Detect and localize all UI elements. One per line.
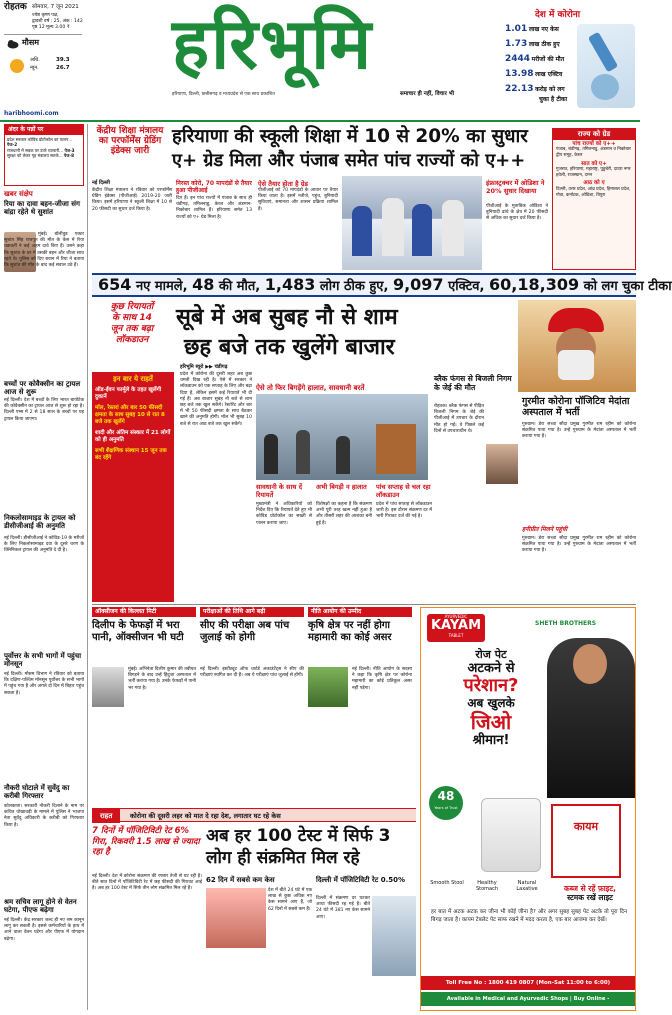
ad-copy: रोज पेट अटकने से परेशान? अब खुलके जिओ श्रीमान! bbox=[463, 648, 519, 748]
slogan: समाचार ही नहीं, विचार भी bbox=[400, 91, 455, 97]
index-item[interactable]: राजधानी में सड़क पर उतरे व्यापारी... पेज-3 bbox=[7, 147, 75, 153]
news-brief-title: खबर संक्षेप bbox=[4, 190, 33, 198]
story-tag: परीक्षाओं की तिथि आगे बढ़ी bbox=[200, 607, 304, 617]
story-tag: ऑक्सीजन की किल्लत मिटी bbox=[92, 607, 196, 617]
ad-tagline: कब्ज से रहें फ़ाइट, स्टमक रखें लाइट bbox=[563, 884, 616, 902]
vaccine-illustration bbox=[577, 24, 635, 108]
side-story-headline: इंफ्रास्ट्रक्चर में ओडिशा ने 20% सुधार दिखाया bbox=[486, 179, 545, 195]
mid-story bbox=[308, 607, 412, 807]
brief-headline: निकलोसामाइड के ट्रायल को डीसीजीआई की अनुमति bbox=[4, 514, 76, 530]
sub-story-body: विशेषज्ञों का कहना है कि संक्रमण अभी पूरी तरह खत्म नहीं हुआ है और तीसरी लहर की आशंका बनी हुई है। bbox=[316, 502, 372, 526]
lockdown-body: प्रदेश में कोरोना की दूसरी लहर अब कुछ थमती दिख रही है। ऐसे में सरकार ने लॉकडाउन को एक सप्ताह के लिए और बढ़ा दिया है, लेकिन इसमें कई रियायतें भी दी गई हैं। अब बाजार सुबह नौ बजे से शाम छह बजे तक खुल सकेंगे। रेस्टोरेंट और बार में भी 50 फीसदी क्षमता के साथ बैठकर खाने की अनुमति होगी। मॉल भी सुबह 10 बजे से रात आठ बजे तक खुल सकेंगे। bbox=[180, 372, 252, 427]
rahat-strip bbox=[92, 808, 416, 822]
sub-story-head: अभी बिगड़ी न हालात bbox=[316, 483, 367, 491]
ram-rahim-sub: हनीप्रीत मिलने पहुंची bbox=[522, 526, 568, 533]
top-story-subhead: निरस्त कोरो, 70 मापदंडों से तैयार हुआ पीजीआई bbox=[176, 180, 252, 194]
grade-label: आठ को ए bbox=[583, 180, 605, 187]
lab-photo bbox=[372, 896, 416, 976]
index-box bbox=[4, 124, 84, 186]
brief-headline: पूर्वोत्तर के सभी भागों में पहुंचा मॉनसून bbox=[4, 652, 82, 668]
sub-story-head: सावधानी के साथ दें रियायतें bbox=[256, 483, 303, 499]
grade-label: सात को ए+ bbox=[581, 160, 607, 167]
column-divider bbox=[87, 124, 88, 1010]
weather-icon bbox=[7, 39, 19, 49]
product-pack: कायम bbox=[551, 804, 621, 878]
sub-story-body: प्रदेश में पांच सप्ताह से लॉकडाउन जारी है। इस दौरान संक्रमण दर में भारी गिरावट दर्ज की गई है। bbox=[376, 502, 432, 520]
state-grade-title: राज्य को ग्रेड bbox=[553, 129, 635, 140]
corona-box-title: देश में कोरोना bbox=[535, 10, 581, 20]
logo: हरिभूमि bbox=[172, 2, 374, 85]
bottom-kicker: 7 दिनों में पॉजिटिविटी रेट 6% गिरा, रिकवरी 1.5 लाख से ज्यादा रहा है bbox=[92, 826, 200, 857]
dateline: नई दिल्ली bbox=[92, 180, 110, 186]
ad-logo: AYURVEDIC KAYAM TABLET bbox=[427, 614, 485, 642]
je-photo bbox=[486, 444, 518, 484]
mid-story bbox=[92, 607, 196, 807]
top-story-body: दिए हैं। इन पांच राज्यों में पंजाब के साथ ही चंडीगढ़, तमिलनाडु, केरल और अंडमान-निकोबार शामिल हैं। हरियाणा समेत 13 राज्यों को ए+ ग्रेड मिला है। bbox=[176, 196, 252, 220]
grade-list: गुजरात, हरियाणा, महाराष्ट्र, पुडुचेरी, दादरा नगर हवेली, राजस्थान, दमन bbox=[556, 167, 631, 178]
product-jar bbox=[481, 798, 541, 872]
index-box-title: अंदर के पन्नों पर bbox=[5, 125, 83, 135]
sub-story-body: मुख्यमंत्री ने अधिकारियों को निर्देश दिए कि रियायतें देते हुए भी कोविड प्रोटोकॉल का सख्ती से पालन कराया जाए। bbox=[256, 502, 312, 526]
dilip-photo bbox=[92, 667, 124, 707]
bottom-headline: अब हर 100 टेस्ट में सिर्फ 3 bbox=[206, 826, 391, 846]
black-fungus-head: ब्लैक फंगस से बिजली निगम के जेई की मौत bbox=[434, 374, 512, 392]
top-story bbox=[92, 124, 548, 270]
mid-story bbox=[200, 607, 304, 807]
photo-caption-body: पीजीआई को 70 मापदंडों के आधार पर तैयार किया जाता है। इसमें नतीजे, पहुंच, बुनियादी सुविधाएं, समानता और शासन प्रक्रिया शामिल हैं। bbox=[258, 188, 338, 212]
bottom-body: नई दिल्ली। देश में कोरोना संक्रमण की रफ्तार तेजी से घट रही है। बीते सात दिनों में पॉजिटिविटी रेट में छह फीसदी की गिरावट आई है। अब हर 100 टेस्ट में सिर्फ तीन लोग संक्रमित मिल रहे हैं। bbox=[92, 874, 202, 892]
top-story-subheadline: ए+ ग्रेड मिला और पंजाब समेत पांच राज्यों को ए++ bbox=[172, 150, 526, 171]
edition-info: ज्येष्ठ कृष्ण पक्ष, द्वादशी वर्ष : 25, अंक : 142 पृष्ठ 12 मूल्य 3.00 ₹ bbox=[32, 13, 83, 30]
index-item[interactable]: सुरक्षा को लेकर गृह मंत्रालय सतर्क... पेज-8 bbox=[7, 153, 75, 159]
grade-list: पंजाब, चंडीगढ़, तमिलनाडु, अंडमान व निकोबार द्वीप समूह, केरल bbox=[556, 147, 631, 158]
relief-item: सभी शैक्षणिक संस्थान 15 जून तक बंद रहेंगे bbox=[95, 447, 167, 461]
state-grade-box bbox=[552, 128, 636, 270]
lockdown-headline-2: छह बजे तक खुलेंगे बाजार bbox=[184, 335, 395, 360]
trust-badge: 48 Years of Trust bbox=[429, 786, 463, 820]
story-body: नई दिल्ली। नीति आयोग के सदस्य ने कहा कि कृषि क्षेत्र पर कोरोना महामारी का कोई प्रतिकूल असर नहीं पड़ेगा। bbox=[352, 667, 412, 691]
section-rule bbox=[92, 604, 636, 605]
bureau-line: हरिभूमि ब्यूरो ▶▶ चंडीगढ़ bbox=[180, 364, 228, 370]
masthead-rule bbox=[0, 120, 640, 122]
brief-body: नई दिल्ली। मौसम विभाग ने रविवार को बताया कि दक्षिण-पश्चिम मॉनसून पूर्वोत्तर के सभी भागों में पहुंच गया है और अगले दो दिन में बिहार पहुंच सकता है। bbox=[4, 672, 84, 696]
black-fungus-body: रोहतक। ब्लैक फंगस से पीड़ित बिजली निगम के जेई की पीजीआई में उपचार के दौरान मौत हो गई। वे पिछले कई दिनों से उपचाराधीन थे। bbox=[434, 404, 484, 434]
story-headline: दिलीप के फेफड़ों में भरा पानी, ऑक्सीजन भी घटी bbox=[92, 619, 184, 643]
story-headline: कृषि क्षेत्र पर नहीं होगा महामारी का कोई असर bbox=[308, 619, 392, 643]
baba-photo bbox=[518, 300, 636, 392]
corona-stats: 1.01 लाख नए केस 1.73 लाख ठीक हुए 2444 मरीजों की मौत 13.98 लाख एक्टिव 22.13 करोड़ को लग चुका है टीका bbox=[505, 24, 568, 103]
grade-label: पांच राज्यों को ए++ bbox=[572, 140, 616, 147]
kayam-ad[interactable] bbox=[420, 607, 636, 1011]
relief-item: ऑड-ईवन फार्मूले के तहत खुलेंगी दुकानें bbox=[95, 386, 162, 400]
corona-box bbox=[505, 10, 636, 110]
story-body: मुंबई। अभिनेता दिलीप कुमार की तबीयत बिगड़ने के बाद उन्हें हिंदुजा अस्पताल में भर्ती कराया गया है। उनके फेफड़ों में पानी भर गया है। bbox=[128, 667, 196, 691]
rahat-text: कोरोना की दूसरी लहर को मात दे रहा देश, लगातार घट रहे केस bbox=[129, 812, 281, 820]
story-headline: सीए की परीक्षा अब पांच जुलाई को होगी bbox=[200, 619, 290, 643]
brief-body: नई दिल्ली। केंद्र सरकार जल्द ही नए श्रम कानून लागू कर सकती है। इससे कर्मचारियों के हाथ में आने वाला वेतन घटेगा और पीएफ में योगदान बढ़ेगा। bbox=[4, 918, 84, 942]
brief-headline: श्रम सचिव लागू होने से वेतन घटेगा, पीएफ बढ़ेगा bbox=[4, 898, 77, 914]
rahat-label: राहत bbox=[92, 809, 120, 823]
story-tag: नीति आयोग की उम्मीद bbox=[308, 607, 412, 617]
relief-item: मॉल, रेस्तरां और बार 50 फीसदी क्षमता के साथ सुबह 10 से रात 8 बजे तक खुलेंगे bbox=[95, 404, 165, 425]
relief-box bbox=[92, 372, 174, 602]
ad-available: Available in Medical and Ayurvedic Shops | Buy Online - bbox=[421, 992, 635, 1006]
farm-photo bbox=[308, 667, 348, 707]
sun-icon bbox=[10, 59, 24, 73]
ad-tollfree[interactable]: Toll Free No : 1800 419 0807 (Mon-Sat 11:00 to 6:00) bbox=[421, 976, 635, 990]
weather-box: मौसम अधि. 39.3 न्यून. 26.7 bbox=[4, 34, 82, 96]
ram-rahim-body: गुरुग्राम। डेरा सच्चा सौदा प्रमुख गुरमीत राम रहीम को कोरोना संक्रमित पाया गया है। उन्हें गुरुग्राम के मेदांता अस्पताल में भर्ती कराया गया है। bbox=[522, 536, 636, 554]
grade-list: दिल्ली, उत्तर प्रदेश, आंध्र प्रदेश, हिमाचल प्रदेश, गोवा, कर्नाटक, ओडिशा, त्रिपुरा bbox=[556, 186, 631, 198]
brief-body: मुंबई। बॉलीवुड एक्टर सुशांत सिंह राजपूत की मौत के केस में रिया चक्रवर्ती ने कई अहम दावे किए हैं। उसने कहा कि सुशांत के घर में उसकी बहन और जीजा साथ रहते थे। पुलिस को दिए बयान में रिया ने बताया कि सुशांत की मौत के बाद कई सवाल उठे हैं। bbox=[4, 232, 84, 269]
brief-headline: रिया का दावा बहन-जीजा संग बांद्रा रहेते थे सुशांत bbox=[4, 200, 80, 216]
covid-strip: 654 नए मामले, 48 की मौत, 1,483 लोग ठीक हुए, 9,097 एक्टिव, 60,18,309 को लग चुका टीका bbox=[92, 273, 636, 297]
lockdown-headline: सूबे में अब सुबह नौ से शाम bbox=[176, 305, 398, 330]
ad-benefit: Smooth Stool Healthy Stomach Natural Laxative bbox=[430, 880, 538, 893]
brief-headline: बच्चों पर कोवैक्सीन का ट्रायल आज से शुरू bbox=[4, 380, 81, 396]
side-body: दिल्ली में संक्रमण दर घटकर आधा फीसदी रह गई है। बीते 24 घंटे में 381 नए केस सामने आए। bbox=[316, 896, 370, 920]
top-story-kicker: केंद्रीय शिक्षा मंत्रालय का परफॉर्मेंस ग्रेडिंग इंडेक्स जारी bbox=[96, 126, 164, 156]
side-body: देश में बीते 24 घंटे में एक लाख से कुछ अधिक नए केस सामने आए हैं, जो 62 दिनों में सबसे कम हैं। bbox=[268, 888, 312, 912]
ad-company: SHETH BROTHERS bbox=[535, 620, 597, 627]
index-item[interactable]: प्रदेश सरकार कोविड प्रोटोकॉल का पालन... पेज-2 bbox=[7, 136, 73, 148]
story-body: नई दिल्ली। इंस्टीट्यूट ऑफ चार्टर्ड अकाउंटेंट्स ने सीए की परीक्षाएं स्थगित कर दी हैं। अब ये परीक्षाएं पांच जुलाई से होंगी। bbox=[200, 667, 304, 679]
market-photo bbox=[256, 394, 428, 480]
brief-headline: नौकरी घोटाले में सुवेंदु का करीबी गिरफ्तार bbox=[4, 784, 70, 800]
test-photo bbox=[206, 888, 266, 948]
top-story-headline: हरियाणा की स्कूली शिक्षा में 10 से 20% का सुधार bbox=[172, 126, 528, 147]
brief-body: नई दिल्ली। डीसीजीआई ने कोविड-19 के मरीजों के लिए निकलोसामाइड दवा के दूसरे चरण के क्लिनिकल ट्रायल की अनुमति दे दी है। bbox=[4, 536, 84, 554]
ram-rahim-body: गुरुग्राम। डेरा सच्चा सौदा प्रमुख गुरमीत राम रहीम को कोरोना संक्रमित पाया गया है। उन्हें गुरुग्राम के मेदांता अस्पताल में भर्ती कराया गया है। bbox=[522, 422, 636, 440]
relief-item: शादी और अंतिम संस्कार में 21 लोगों को ही अनुमति bbox=[95, 429, 171, 443]
center-headline: ऐसे तो फिर बिगड़ेंगे हालात, सावधानी बरतें bbox=[256, 384, 365, 392]
side-head: दिल्ली में पॉजिटिविटी रेट 0.50% bbox=[316, 876, 406, 884]
date: सोमवार, 7 जून 2021 bbox=[32, 4, 79, 10]
website-link[interactable]: haribhoomi.com bbox=[4, 110, 59, 117]
sub-story-head: पांच सप्ताह से चल रहा लॉकडाउन bbox=[376, 483, 431, 499]
brief-body: नई दिल्ली। देश में बच्चों के लिए भारत बायोटेक की कोवैक्सीन का ट्रायल आज से शुरू हो रहा है। दिल्ली एम्स में 2 से 18 साल के बच्चों पर यह ट्रायल किया जाएगा। bbox=[4, 398, 84, 422]
lockdown-kicker: कुछ रियायतों के साथ 14 जून तक बढ़ा लॉकडाउन bbox=[110, 302, 154, 345]
city: रोहतक bbox=[4, 2, 27, 12]
brief-body: कोलकाता। सरकारी नौकरी दिलाने के नाम पर कथित धोखाधड़ी के मामले में पुलिस ने भाजपा नेता सुवेंदु अधिकारी के करीबी को गिरफ्तार किया है। bbox=[4, 804, 84, 828]
top-story-body: केंद्रीय शिक्षा मंत्रालय ने रविवार को परफॉर्मेंस ग्रेडिंग इंडेक्स (पीजीआई) 2019-20 जारी किया। इसमें हरियाणा ने स्कूली शिक्षा में 10 से 20 फीसदी का सुधार दर्ज किया है। bbox=[92, 188, 172, 212]
left-column bbox=[4, 124, 84, 1010]
ram-rahim-head: गुरमीत कोरोना पॉजिटिव मेदांता अस्पताल में भर्ती bbox=[522, 396, 630, 418]
students-photo bbox=[342, 176, 482, 270]
side-story-body: पीजीआई के मुताबिक ओडिशा ने बुनियादी ढांचे के क्षेत्र में 20 फीसदी से अधिक का सुधार दर्ज किया है। bbox=[486, 204, 548, 222]
photo-caption-head: ऐसे तैयार होता है ग्रेड bbox=[258, 180, 308, 188]
ad-body: हर बात में अटक अटक कर जीना भी कोई जीना है? और अगर सुबह सुबह पेट अटके तो पूरा दिन बिगड़ जाता है। कायम टेबलेट पेट साफ रखने में मदद करता है, एक बार आजमा कर देखें। bbox=[431, 909, 627, 923]
masthead bbox=[0, 0, 640, 120]
side-head: 62 दिन में सबसे कम केस bbox=[206, 876, 275, 884]
relief-box-title: इन बार ये राहतें bbox=[113, 375, 153, 383]
bottom-headline-2: लोग ही संक्रमित मिल रहे bbox=[206, 848, 360, 868]
logo-tagline: हरियाणा, दिल्ली, छत्तीसगढ़ व मध्यप्रदेश से एक साथ प्रकाशित bbox=[172, 92, 275, 97]
ad-model bbox=[547, 638, 635, 798]
